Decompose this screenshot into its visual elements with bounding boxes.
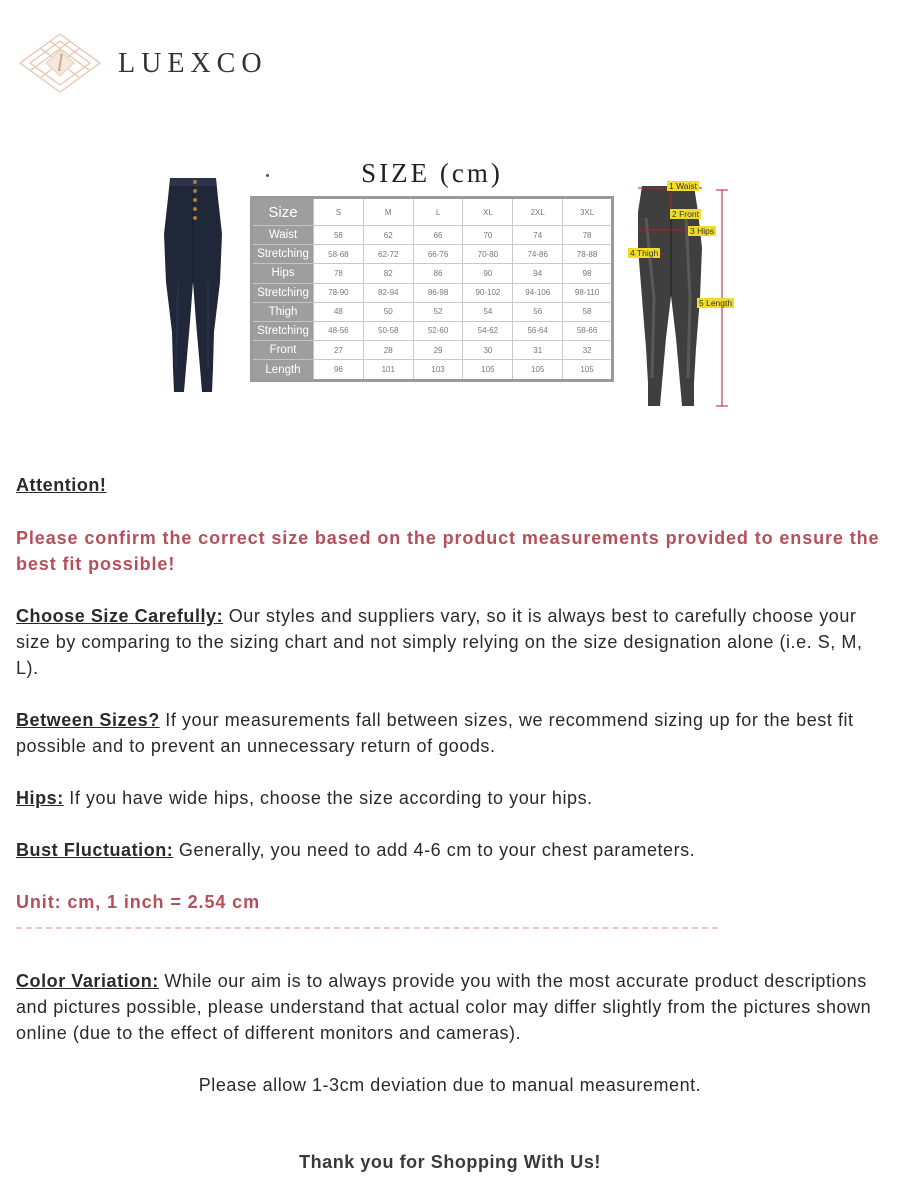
hips-label: Hips: — [16, 788, 64, 808]
table-cell: 58 — [563, 302, 613, 321]
table-cell: 94 — [513, 264, 563, 283]
table-cell: 30 — [463, 341, 513, 360]
size-table — [250, 196, 614, 382]
table-header-cell: 3XL — [563, 198, 613, 226]
table-cell: 62-72 — [363, 245, 413, 264]
bust-text: Generally, you need to add 4-6 cm to your chest parameters. — [173, 840, 696, 860]
row-label: Stretching — [252, 283, 314, 302]
table-cell: 78 — [563, 226, 613, 245]
brand-logo[interactable] — [16, 32, 268, 94]
table-row — [252, 341, 613, 360]
table-cell: 96 — [314, 360, 364, 381]
row-label: Stretching — [252, 321, 314, 340]
row-label: Waist — [252, 226, 314, 245]
row-label: Hips — [252, 264, 314, 283]
table-cell: 74-86 — [513, 245, 563, 264]
bust-paragraph — [16, 837, 884, 863]
table-cell: 48-56 — [314, 321, 364, 340]
table-cell: 103 — [413, 360, 463, 381]
table-row — [252, 283, 613, 302]
hips-label: 3 Hips — [690, 226, 715, 236]
table-cell: 78-88 — [563, 245, 613, 264]
table-row — [252, 360, 613, 381]
table-header-cell: 2XL — [513, 198, 563, 226]
table-cell: 32 — [563, 341, 613, 360]
choose-size-text: Our styles and suppliers vary, so it is always best to carefully choose your size by comparing to the sizing chart and not simply relying on the size designation alone (i.e. S, M, L). — [16, 606, 863, 678]
table-cell: 105 — [463, 360, 513, 381]
row-label: Length — [252, 360, 314, 381]
color-variation-text: While our aim is to always provide you with the most accurate product descriptions and pictures possible, please understand that actual color may differ slightly from the pictures shown online (due to the effect of different monitors and cameras). — [16, 971, 872, 1043]
table-cell: 90-102 — [463, 283, 513, 302]
table-header-cell: L — [413, 198, 463, 226]
size-chart-title: SIZE (cm) — [361, 158, 503, 188]
table-header-cell: XL — [463, 198, 513, 226]
table-cell: 56-64 — [513, 321, 563, 340]
table-row — [252, 245, 613, 264]
confirm-notice: Please confirm the correct size based on the product measurements provided to ensure the best fit possible! — [16, 528, 880, 574]
table-header-row — [252, 198, 613, 226]
table-cell: 28 — [363, 341, 413, 360]
between-sizes-paragraph — [16, 707, 884, 759]
front-label: 2 Front — [672, 209, 699, 219]
table-header-cell: M — [363, 198, 413, 226]
table-cell: 98 — [563, 264, 613, 283]
table-cell: 31 — [513, 341, 563, 360]
row-label: Stretching — [252, 245, 314, 264]
thigh-label: 4 Thigh — [630, 248, 659, 258]
table-cell: 78 — [314, 264, 364, 283]
table-cell: 58-68 — [314, 245, 364, 264]
table-header-cell: Size — [252, 198, 314, 226]
table-cell: 62 — [363, 226, 413, 245]
table-cell: 90 — [463, 264, 513, 283]
table-row — [252, 264, 613, 283]
attention-label: Attention! — [16, 475, 107, 495]
table-cell: 66-76 — [413, 245, 463, 264]
length-label: 5 Length — [699, 298, 733, 308]
table-cell: 82 — [363, 264, 413, 283]
table-cell: 105 — [513, 360, 563, 381]
table-cell: 29 — [413, 341, 463, 360]
waist-label: 1 Waist — [669, 181, 698, 191]
table-cell: 56 — [513, 302, 563, 321]
logo-letter: l — [56, 51, 64, 77]
table-cell: 58 — [314, 226, 364, 245]
table-cell: 50 — [363, 302, 413, 321]
table-cell: 101 — [363, 360, 413, 381]
table-cell: 52 — [413, 302, 463, 321]
color-variation-label: Color Variation: — [16, 971, 159, 991]
table-cell: 52-60 — [413, 321, 463, 340]
table-cell: 86-98 — [413, 283, 463, 302]
table-row — [252, 321, 613, 340]
table-header-cell: S — [314, 198, 364, 226]
table-cell: 82-94 — [363, 283, 413, 302]
bust-label: Bust Fluctuation: — [16, 840, 174, 860]
choose-size-paragraph — [16, 603, 884, 681]
table-cell: 50-58 — [363, 321, 413, 340]
color-variation-paragraph — [16, 968, 884, 1046]
table-row — [252, 226, 613, 245]
dashed-divider — [16, 927, 718, 929]
brand-name: LUEXCO — [118, 48, 268, 79]
hips-paragraph — [16, 785, 884, 811]
table-row — [252, 302, 613, 321]
table-cell: 66 — [413, 226, 463, 245]
table-cell: 105 — [563, 360, 613, 381]
diamond-logo-icon — [16, 32, 104, 94]
table-cell: 58-66 — [563, 321, 613, 340]
table-cell: 70-80 — [463, 245, 513, 264]
choose-size-label: Choose Size Carefully: — [16, 606, 224, 626]
unit-note: Unit: cm, 1 inch = 2.54 cm — [16, 892, 260, 912]
thank-you-message: Thank you for Shopping With Us! — [299, 1152, 601, 1172]
table-cell: 78-90 — [314, 283, 364, 302]
between-sizes-text: If your measurements fall between sizes, we recommend sizing up for the best fit possible and to prevent an unnecessary return of goods. — [16, 710, 854, 756]
between-sizes-label: Between Sizes? — [16, 710, 160, 730]
row-label: Thigh — [252, 302, 314, 321]
table-cell: 74 — [513, 226, 563, 245]
hips-text: If you have wide hips, choose the size according to your hips. — [63, 788, 593, 808]
table-cell: 86 — [413, 264, 463, 283]
table-cell: 27 — [314, 341, 364, 360]
table-cell: 54-62 — [463, 321, 513, 340]
denim-jeans-image — [156, 172, 230, 396]
row-label: Front — [252, 341, 314, 360]
deviation-note: Please allow 1-3cm deviation due to manual measurement. — [198, 1075, 702, 1095]
table-cell: 98-110 — [563, 283, 613, 302]
table-cell: 70 — [463, 226, 513, 245]
table-cell: 94-106 — [513, 283, 563, 302]
attention-heading — [16, 472, 884, 498]
table-cell: 54 — [463, 302, 513, 321]
table-cell: 48 — [314, 302, 364, 321]
